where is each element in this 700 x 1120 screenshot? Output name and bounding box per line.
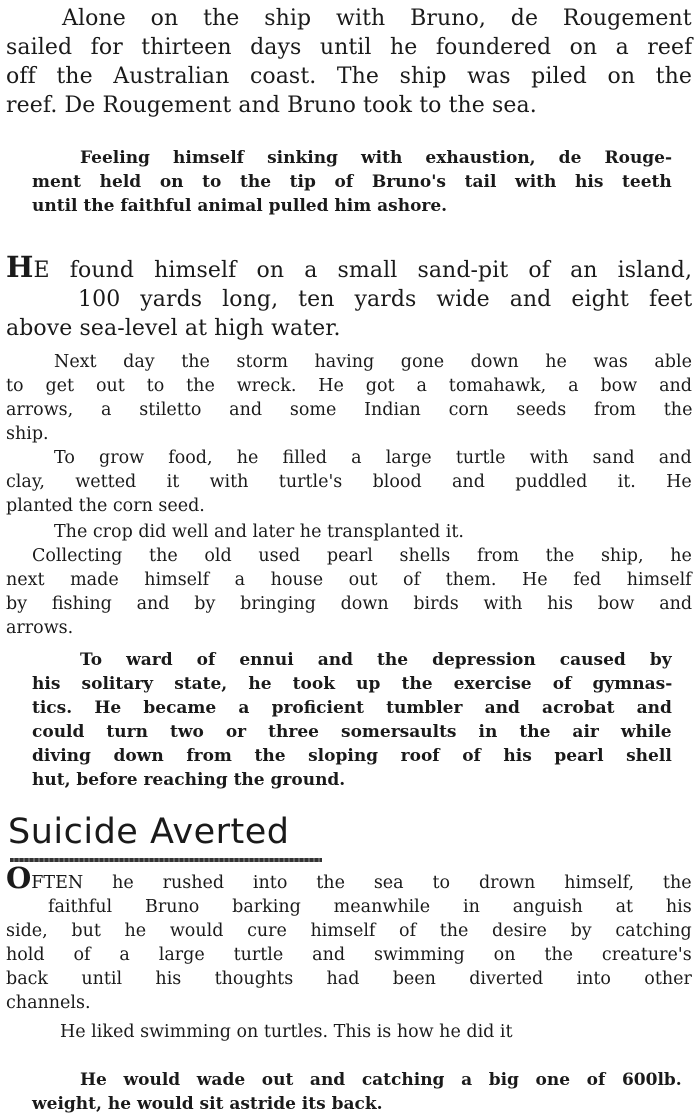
drop-cap: H: [6, 250, 34, 284]
text-line: until the faithful animal pulled him ashore.: [32, 196, 448, 216]
section-heading: Suicide Averted: [8, 812, 290, 852]
paragraph-ship-voyage: [6, 4, 692, 120]
heading-underline: [10, 858, 322, 862]
text-line: arrows, a stiletto and some Indian corn seeds from the: [6, 400, 693, 420]
text-line: hold of a large turtle and swimming on the creature's: [6, 945, 692, 965]
text-line: his solitary state, he took up the exercise of gymnas-: [32, 674, 673, 694]
text-line: to get out to the wreck. He got a tomahawk, a bow and: [6, 376, 692, 396]
bold-paragraph-gymnastics: [32, 648, 672, 792]
text-line: next made himself a house out of them. He fed himself: [6, 570, 692, 590]
text-line: ship.: [6, 424, 49, 444]
text-line: diving down from the sloping roof of his pearl shell: [32, 746, 672, 766]
paragraph-wreck: [6, 350, 692, 446]
paragraph-crop: [6, 520, 692, 544]
text-line: clay, wetted it with turtle's blood and puddled it. He: [6, 472, 692, 492]
text-line: arrows.: [6, 618, 74, 638]
drop-cap: O: [6, 861, 32, 895]
text-line: tics. He became a proficient tumbler and acrobat and: [32, 698, 672, 718]
text-line: Next day the storm having gone down he was able: [54, 352, 692, 372]
text-line: The crop did well and later he transplanted it.: [54, 522, 464, 542]
text-line: OFTEN he rushed into the sea to drown himself, the: [6, 861, 692, 895]
text-line: could turn two or three somersaults in the air while: [32, 722, 672, 742]
text-line: reef. De Rougement and Bruno took to the sea.: [6, 93, 537, 118]
text-line: faithful Bruno barking meanwhile in anguish at his: [48, 897, 692, 917]
text-line: off the Australian coast. The ship was piled on the: [6, 64, 692, 89]
text-line: side, but he would cure himself of the desire by catching: [6, 921, 692, 941]
paragraph-swimming-turtles: [6, 1020, 692, 1044]
text-line: sailed for thirteen days until he foundered on a reef: [6, 35, 693, 60]
paragraph-sand-pit: [6, 250, 693, 343]
text-line: planted the corn seed.: [6, 496, 205, 516]
text-line: above sea-level at high water.: [6, 316, 341, 341]
text-line: He would wade out and catching a big one of 600lb.: [80, 1070, 682, 1090]
text-line: channels.: [6, 993, 91, 1013]
bold-paragraph-exhaustion: [32, 146, 672, 218]
text-line: weight, he would sit astride its back.: [32, 1094, 383, 1114]
text-line: Feeling himself sinking with exhaustion, de Rouge-: [80, 148, 673, 168]
text-line: back until his thoughts had been diverted into other: [6, 969, 692, 989]
text-line: To ward of ennui and the depression caused by: [80, 650, 672, 670]
text-line: Alone on the ship with Bruno, de Rougement: [62, 6, 692, 31]
text-line: Collecting the old used pearl shells from the ship, he: [32, 546, 692, 566]
paragraph-drown: [6, 861, 692, 1015]
text-line: 100 yards long, ten yards wide and eight feet: [78, 287, 693, 312]
bold-paragraph-wade-out: [32, 1068, 682, 1116]
text-line: ment held on to the tip of Bruno's tail with his teeth: [32, 172, 672, 192]
text-line: To grow food, he filled a large turtle with sand and: [54, 448, 692, 468]
text-line: HE found himself on a small sand-pit of an island,: [6, 250, 693, 284]
text-line: by fishing and by bringing down birds with his bow and: [6, 594, 693, 614]
paragraph-grow-food: [6, 446, 692, 518]
text-line: hut, before reaching the ground.: [32, 770, 346, 790]
text-line: He liked swimming on turtles. This is how he did it: [60, 1022, 513, 1042]
paragraph-pearl-house: [6, 544, 692, 640]
